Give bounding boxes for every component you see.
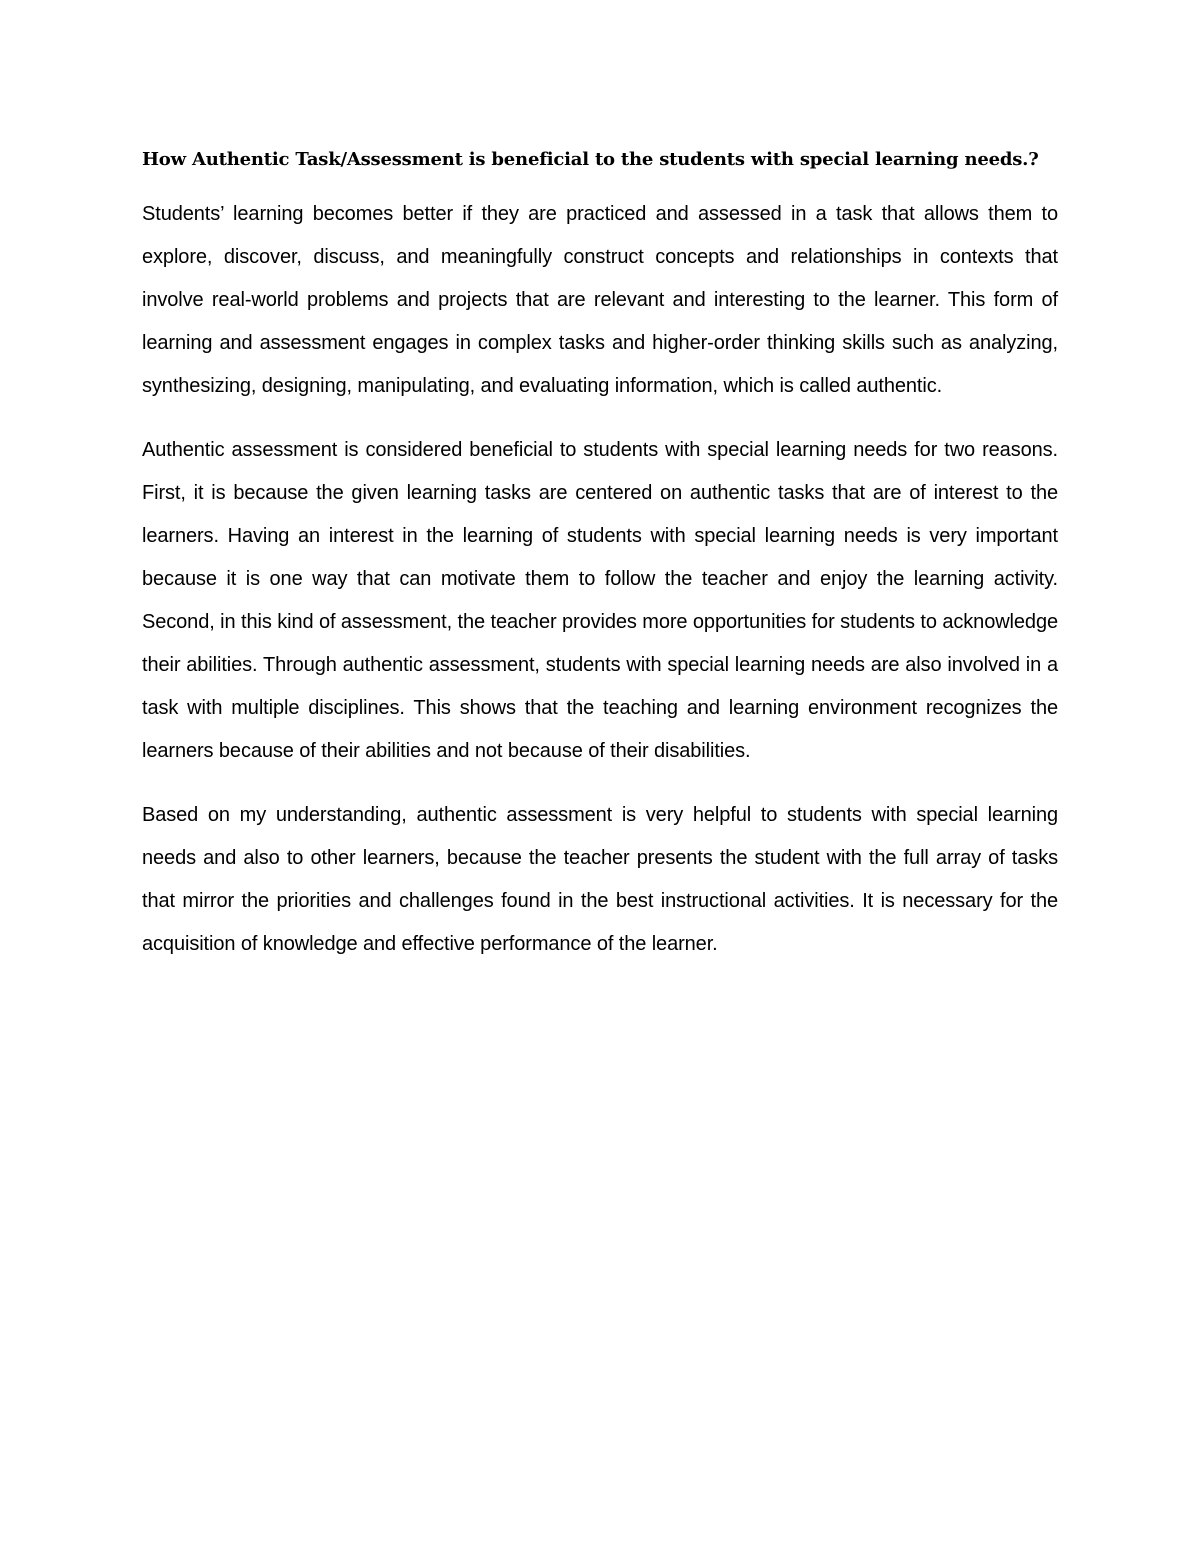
paragraph-1: Students’ learning becomes better if they are practiced and assessed in a task that allows them to explore, discover, discuss, and meaningfully construct concepts and relationships in contexts that involve real-world problems and projects that are relevant and interesting to the learner. This form of learning and assessment engages in complex tasks and higher-order thinking skills such as analyzing, synthesizing, designing, manipulating, and evaluating information, which is called authentic. — [142, 203, 1058, 397]
document-title: How Authentic Task/Assessment is beneficial to the students with special learning needs.? — [142, 149, 1039, 170]
paragraph-2: Authentic assessment is considered beneficial to students with special learning needs for two reasons. First, it is because the given learning tasks are centered on authentic tasks that are of interest to the learners. Having an interest in the learning of students with special learning needs is very important because it is one way that can motivate them to follow the teacher and enjoy the learning activity. Second, in this kind of assessment, the teacher provides more opportunities for students to acknowledge their abilities. Through authentic assessment, students with special learning needs are also involved in a task with multiple disciplines. This shows that the teaching and learning environment recognizes the learners because of their abilities and not because of their disabilities. — [142, 439, 1058, 762]
document-body — [142, 140, 1058, 987]
paragraph-3: Based on my understanding, authentic assessment is very helpful to students with special learning needs and also to other learners, because the teacher presents the student with the full array of tasks that mirror the priorities and challenges found in the best instructional activities. It is necessary for the acquisition of knowledge and effective performance of the learner. — [142, 804, 1058, 955]
